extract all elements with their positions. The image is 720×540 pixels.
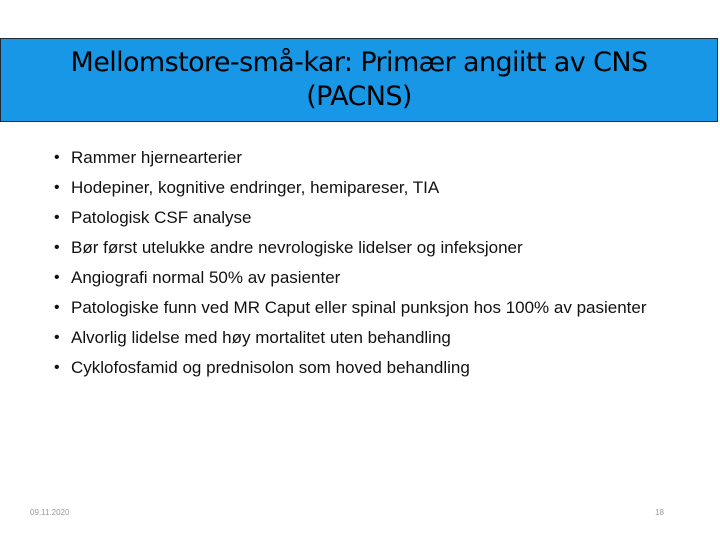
bullet-list: [54, 146, 674, 386]
slide-title: Mellomstore-små-kar: Primær angiitt av CNS (PACNS): [70, 47, 648, 112]
slide-number: 18: [655, 508, 664, 517]
bullet-item: • Patologiske funn ved MR Caput eller spinal punksjon hos 100% av pasienter: [54, 296, 674, 320]
bullet-item: • Alvorlig lidelse med høy mortalitet uten behandling: [54, 326, 674, 350]
title-banner: [0, 38, 718, 122]
bullet-item: • Hodepiner, kognitive endringer, hemipareser, TIA: [54, 176, 674, 200]
bullet-item: • Cyklofosfamid og prednisolon som hoved behandling: [54, 356, 674, 380]
bullet-item: • Angiografi normal 50% av pasienter: [54, 266, 674, 290]
bullet-item: • Patologisk CSF analyse: [54, 206, 674, 230]
footer-date: 09.11.2020: [30, 508, 70, 517]
bullet-item: • Bør først utelukke andre nevrologiske lidelser og infeksjoner: [54, 236, 674, 260]
bullet-item: • Rammer hjernearterier: [54, 146, 674, 170]
